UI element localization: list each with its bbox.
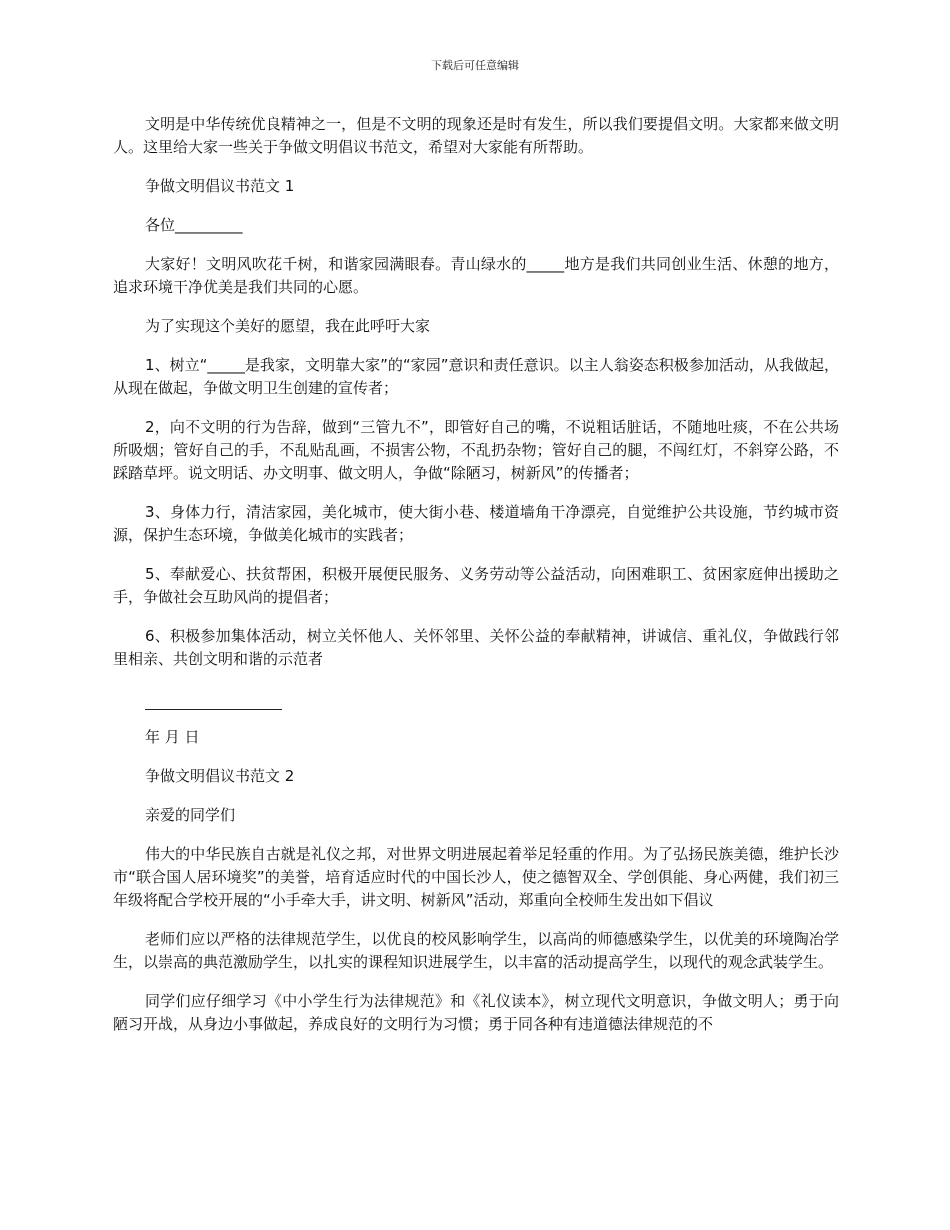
date-line: 年 月 日 bbox=[145, 728, 200, 746]
intro-paragraph: 文明是中华传统优良精神之一，但是不文明的现象还是时有发生，所以我们要提倡文明。大家都来做文明人。这里给大家一些关于争做文明倡议书范文，希望对大家能有所帮助。 bbox=[113, 115, 839, 156]
list-item: 6、积极参加集体活动，树立关怀他人、关怀邻里、关怀公益的奉献精神，讲诚信、重礼仪，争做践行邻里相亲、共创文明和谐的示范者 bbox=[113, 627, 839, 668]
body-paragraph: 老师们应以严格的法律规范学生，以优良的校风影响学生，以高尚的师德感染学生，以优美的环境陶冶学生，以崇高的典范激励学生，以扎实的课程知识进展学生，以丰富的活动提高学生，以现代的观念武装学生。 bbox=[113, 930, 839, 971]
header-note: 下载后可任意编辑 bbox=[431, 59, 519, 72]
document-body bbox=[113, 113, 839, 1052]
salutation-1: 各位_________ bbox=[145, 216, 243, 234]
signature-line bbox=[145, 687, 282, 710]
list-item: 5、奉献爱心、扶贫帮困，积极开展便民服务、义务劳动等公益活动，向困难职工、贫困家庭伸出援助之手，争做社会互助风尚的提倡者； bbox=[113, 565, 839, 606]
body-paragraph: 大家好！文明风吹花千树，和谐家园满眼春。青山绿水的_____地方是我们共同创业生活、休憩的地方，追求环境干净优美是我们共同的心愿。 bbox=[113, 255, 839, 296]
body-paragraph: 同学们应仔细学习《中小学生行为法律规范》和《礼仪读本》，树立现代文明意识，争做文明人；勇于向陋习开战，从身边小事做起，养成良好的文明行为习惯；勇于同各种有违道德法律规范的不 bbox=[113, 992, 839, 1033]
section-title-1: 争做文明倡议书范文 1 bbox=[145, 177, 295, 195]
body-paragraph: 伟大的中华民族自古就是礼仪之邦，对世界文明进展起着举足轻重的作用。为了弘扬民族美德，维护长沙市“联合国人居环境奖”的美誉，培育适应时代的中国长沙人，使之德智双全、学创俱能、身心两健，我们初三年级将配合学校开展的“小手牵大手，讲文明、树新风”活动，郑重向全校师生发出如下倡议 bbox=[113, 845, 839, 909]
list-item: 2，向不文明的行为告辞，做到“三管九不”，即管好自己的嘴，不说粗话脏话，不随地吐痰，不在公共场所吸烟；管好自己的手，不乱贴乱画，不损害公物，不乱扔杂物；管好自己的腿，不闯红灯，不斜穿公路，不踩踏草坪。说文明话、办文明事、做文明人，争做“除陋习，树新风”的传播者； bbox=[113, 418, 839, 482]
section-title-2: 争做文明倡议书范文 2 bbox=[145, 767, 295, 785]
list-item: 1、树立“_____是我家，文明靠大家”的“家园”意识和责任意识。以主人翁姿态积极参加活动，从我做起，从现在做起，争做文明卫生创建的宣传者； bbox=[113, 356, 839, 397]
body-paragraph: 为了实现这个美好的愿望，我在此呼吁大家 bbox=[145, 317, 431, 335]
salutation-2: 亲爱的同学们 bbox=[145, 806, 236, 824]
list-item: 3、身体力行，清洁家园，美化城市，使大街小巷、楼道墙角干净漂亮，自觉维护公共设施，节约城市资源，保护生态环境，争做美化城市的实践者； bbox=[113, 503, 839, 544]
